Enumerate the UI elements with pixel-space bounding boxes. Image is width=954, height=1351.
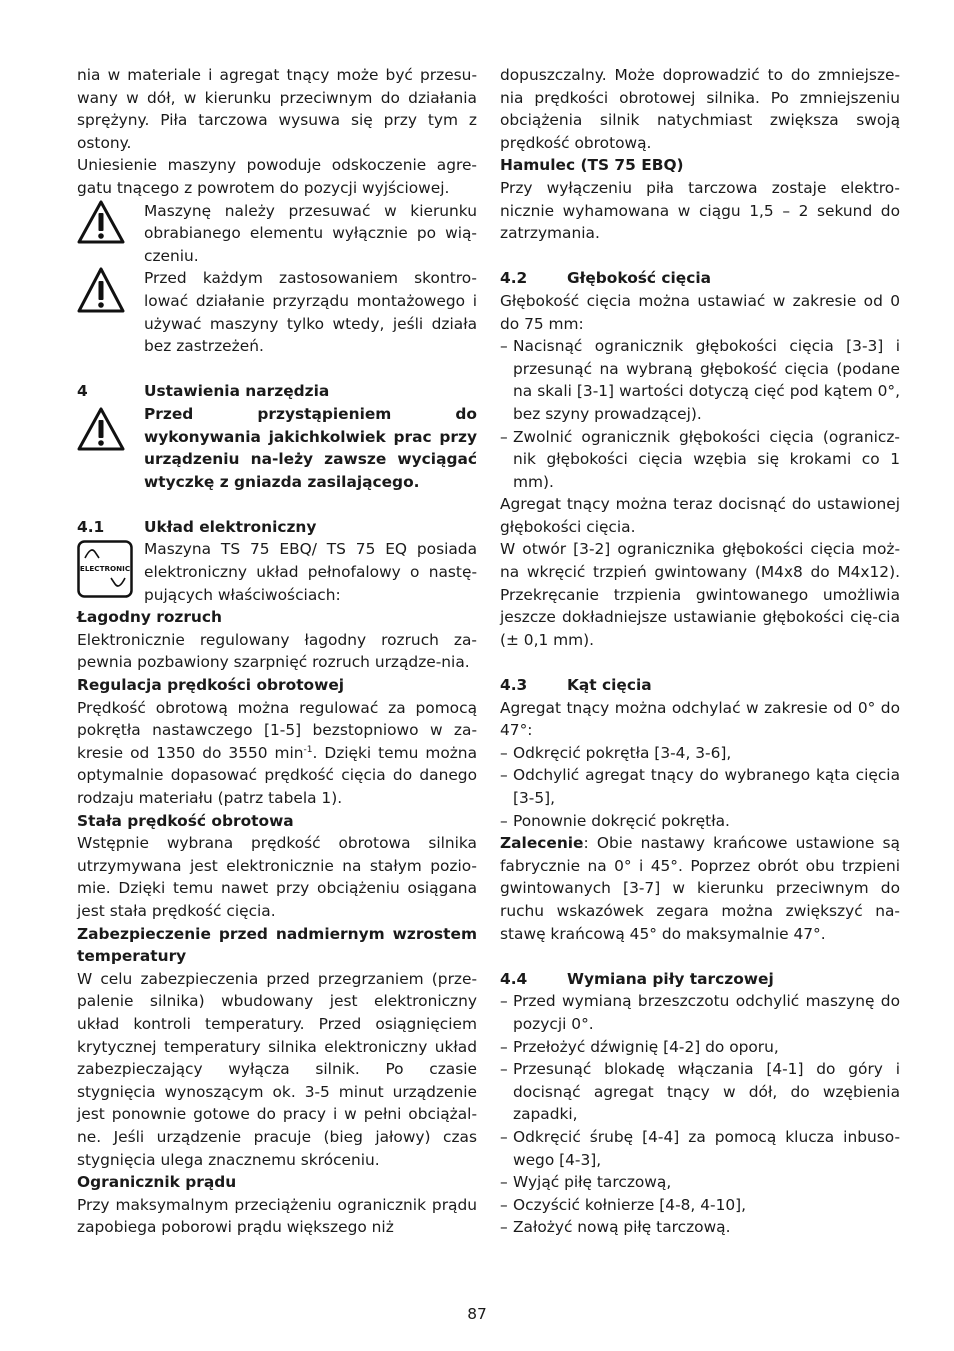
section-heading-4-3 <box>500 674 900 697</box>
section-heading-4-1 <box>77 516 477 539</box>
subheading: Ogranicznik prądu <box>77 1173 237 1192</box>
electronic-text: Maszyna TS 75 EBQ/ TS 75 EQ posiada elektroniczny układ pełnofalowy o nastę-pujących właściwościach: <box>144 540 477 604</box>
paragraph: nia w materiale i agregat tnący może być przesu-wany w dół, w kierunku przeciwnym do działania sprężyny. Piła tarczowa wysuwa się przy tym z ostony. <box>77 66 477 152</box>
warning-notice <box>77 403 477 493</box>
paragraph: Uniesienie maszyny powoduje odskoczenie agre-gatu tnącego z powrotem do pozycji wyjściowej. <box>77 156 477 197</box>
list-item: – Odchylić agregat tnący do wybranego kąta cięcia [3-5], <box>500 766 900 807</box>
electronic-icon-label: ELECTRONIC <box>79 564 131 574</box>
electronic-notice <box>77 538 477 606</box>
list-item: – Przesunąć blokadę włączania [4-1] do góry i docisnąć agregat tnący w dół, do wzębienia zapadki, <box>500 1060 900 1124</box>
paragraph: Głębokość cięcia można ustawiać w zakresie od 0 do 75 mm: <box>500 291 900 333</box>
section-title: Wymiana piły tarczowej <box>567 969 774 988</box>
list-item: – Zwolnić ogranicznik głębokości cięcia (ogranicz-nik głębokości cięcia wzębia się krokami co 1 mm). <box>500 427 900 491</box>
recommendation: Zalecenie: Obie nastawy krańcowe ustawione są fabrycznie na 0° i 45°. Poprzez obrót obu trzpieni gwintowanych [3-7] w kierunku przeciwnym do ruchu wskazówek zegara można zwiększyć na-stawę krańcową 45° do maksymalnie 47°. <box>500 834 900 943</box>
paragraph: Wstępnie wybrana prędkość obrotowa silnika utrzymywana jest elektronicznie na stałym pozio-mie. Dzięki temu nawet przy obciążeniu osiągana jest stała prędkość cięcia. <box>77 834 477 920</box>
electronic-icon <box>77 538 144 598</box>
warning-triangle-icon <box>77 200 144 244</box>
paragraph: dopuszczalny. Może doprowadzić to do zmniejsze-nia prędkości obrotowej silnika. Po zmniejszeniu obciążenia silnik natychmiast zwiększa swoją prędkość obrotową. <box>500 66 900 152</box>
list-item: – Oczyścić kołnierze [4-8, 4-10], <box>500 1195 747 1214</box>
paragraph: Prędkość obrotową można regulować za pomocą pokrętła nastawczego [1-5] bezstopniowo w za-kresie od 1350 do 3550 $\min^{-1}$. Dzięki temu można optymalnie dopasować prędkość cięcia do danego rodzaju materiału (patrz tabela 1). <box>77 698 477 807</box>
section-number: 4.1 <box>77 517 105 536</box>
section-heading-4 <box>77 380 477 403</box>
warning-notice <box>77 267 477 357</box>
warning-notice <box>77 200 477 268</box>
subheading: Hamulec (TS 75 EBQ) <box>500 156 684 175</box>
warning-text: Maszynę należy przesuwać w kierunku obrabianego elementu wyłącznie po wią-czeniu. <box>144 201 477 265</box>
paragraph: Przy maksymalnym przeciążeniu ogranicznik prądu zapobiega poborowi prądu większego niż <box>77 1195 477 1237</box>
list-item: – Odkręcić pokrętła [3-4, 3-6], <box>500 743 732 762</box>
section-title: Układ elektroniczny <box>144 517 317 536</box>
paragraph: Elektronicznie regulowany łagodny rozruch za-pewnia pozbawiony szarpnięć rozruch urządze-nia. <box>77 630 477 672</box>
subheading: Zabezpieczenie przed nadmiernym wzrostem temperatury <box>77 924 477 966</box>
list-item: – Nacisnąć ogranicznik głębokości cięcia [3-3] i przesunąć na wybraną głębokość cięcia (podane na skali [3-1] wartości dotyczą cięć pod kątem 0°, bez szyny prowadzącej). <box>500 337 900 423</box>
right-column <box>500 64 900 1239</box>
section-title: Głębokość cięcia <box>567 269 712 288</box>
warning-triangle-icon <box>77 267 144 313</box>
paragraph: Agregat tnący można teraz docisnąć do ustawionej głębokości cięcia. <box>500 495 900 536</box>
section-heading-4-4 <box>500 968 900 991</box>
section-title: Kąt cięcia <box>567 676 652 695</box>
section-number: 4.4 <box>500 969 528 988</box>
section-number: 4.2 <box>500 269 528 288</box>
list-item: – Przełożyć dźwignię [4-2] do oporu, <box>500 1037 779 1056</box>
paragraph: Przy wyłączeniu piła tarczowa zostaje elektro-nicznie wyhamowana w ciągu 1,5 – 2 sekund do zatrzymania. <box>500 178 900 243</box>
left-column <box>77 64 477 1239</box>
list-item: – Przed wymianą brzeszczotu odchylić maszynę do pozycji 0°. <box>500 992 900 1033</box>
paragraph: W celu zabezpieczenia przed przegrzaniem (prze-palenie silnika) wbudowany jest elektroniczny układ kontroli temperatury. Przed osiągnięciem krytycznej temperatury silnika elektroniczny układ zabezpieczający wyłącza silnik. Po czasie stygnięcia wynoszącym ok. 3-5 minut urządzenie jest ponownie gotowe do pracy i w pełni obciążal-ne. Jeśli urządzenie pracuje (bieg jałowy) czas stygnięcia ulega znacznemu skróceniu. <box>77 969 477 1169</box>
paragraph: W otwór [3-2] ogranicznika głębokości cięcia moż-na wkręcić trzpień gwintowany (M4x8 do M4x12). Przekręcanie trzpienia gwintowanego umożliwia jeszcze dokładniejsze ustawianie głębokości cię-cia (± 0,1 mm). <box>500 540 900 649</box>
paragraph: Agregat tnący można odchylać w zakresie od 0° do 47°: <box>500 698 900 740</box>
list-item: – Odkręcić śrubę [4-4] za pomocą klucza inbuso-wego [4-3], <box>500 1127 900 1169</box>
page-number: 87 <box>467 1305 487 1323</box>
warning-triangle-icon <box>77 403 144 451</box>
warning-text: Przed przystąpieniem do wykonywania jakichkolwiek prac przy urządzeniu na-leży zawsze wyciągać wtyczkę z gniazda zasilającego. <box>144 404 477 491</box>
subheading: Łagodny rozruch <box>77 608 222 627</box>
section-number: 4 <box>77 382 88 401</box>
section-title: Ustawienia narzędzia <box>144 382 330 401</box>
list-item: – Ponownie dokręcić pokrętła. <box>500 811 730 830</box>
warning-text: Przed każdym zastosowaniem skontro-lować działanie przyrządu montażowego i używać maszyny tylko wtedy, jeśli działa bez zastrzeżeń. <box>144 269 477 356</box>
list-item: – Założyć nową piłę tarczową. <box>500 1218 731 1237</box>
subheading: Stała prędkość obrotowa <box>77 811 294 830</box>
section-heading-4-2 <box>500 267 900 290</box>
list-item: – Wyjąć piłę tarczową, <box>500 1173 672 1192</box>
section-number: 4.3 <box>500 676 528 695</box>
subheading: Regulacja prędkości obrotowej <box>77 676 345 695</box>
